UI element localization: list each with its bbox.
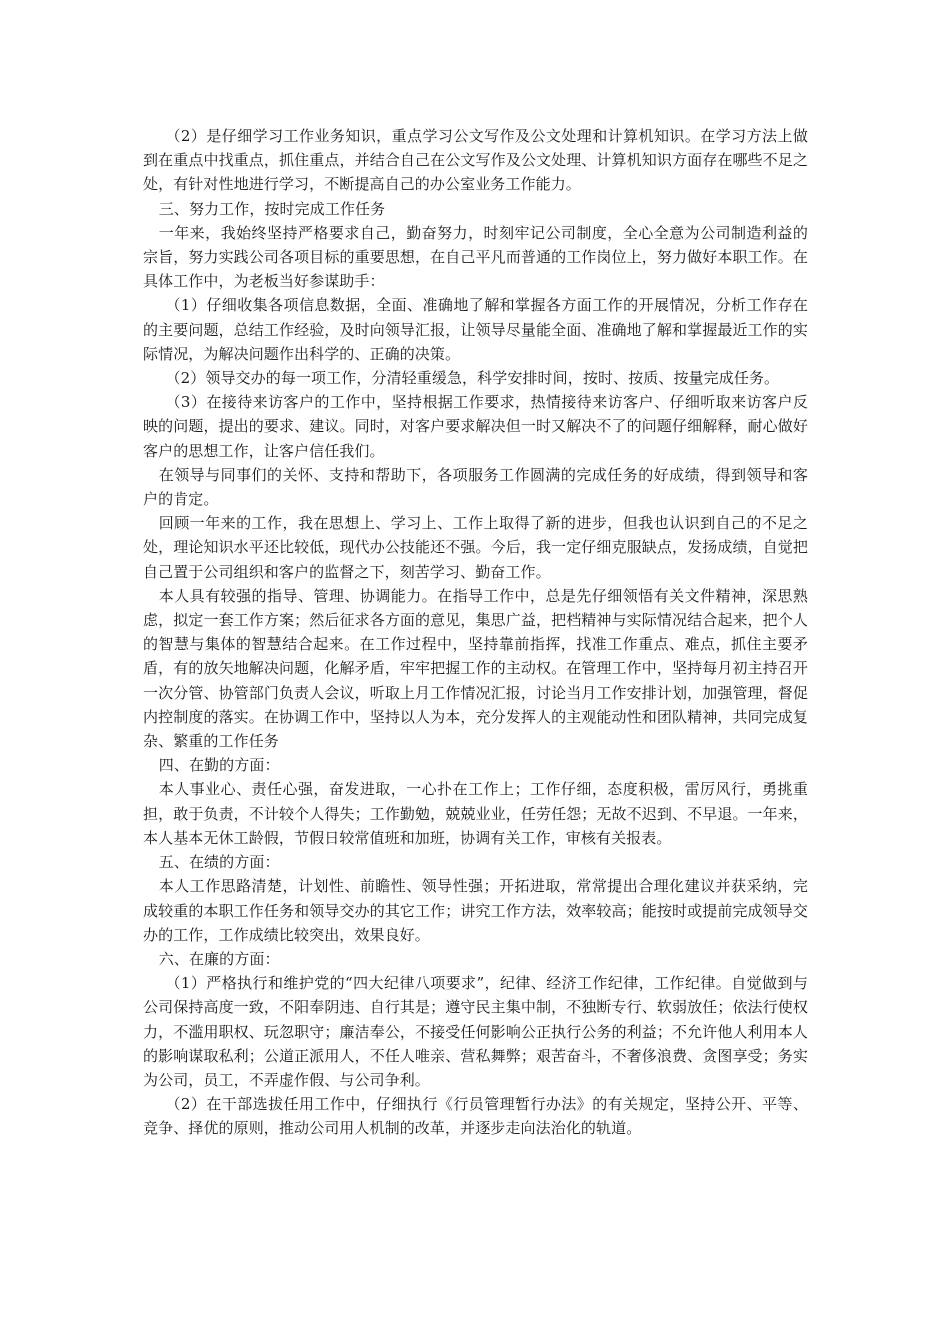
paragraph-year-summary: 一年来，我始终坚持严格要求自己，勤奋努力，时刻牢记公司制度，全心全意为公司制造利益的宗旨，努力实践公司各项目标的重要思想，在自己平凡而普通的工作岗位上，努力做好本职工作。在具体工作中，为老板当好参谋助手：	[143, 223, 808, 291]
document-body	[143, 124, 808, 1141]
paragraph-diligence: 本人事业心、责任心强，奋发进取，一心扑在工作上；工作仔细，态度积极，雷厉风行，勇挑重担，敢于负责，不计较个人得失；工作勤勉，兢兢业业，任劳任怨；无故不迟到、不早退。一年来，本人基本无休工龄假，节假日较常值班和加班，协调有关工作，审核有关报表。	[143, 780, 808, 847]
paragraph-item-2: （2）领导交办的每一项工作，分清轻重缓急，科学安排时间，按时、按质、按量完成任务。	[165, 369, 780, 388]
section-heading-3: 三、努力工作，按时完成工作任务	[158, 199, 386, 218]
section-heading-5: 五、在绩的方面：	[158, 853, 280, 872]
paragraph-integrity-1: （1）严格执行和维护党的“四大纪律八项要求”，纪律、经济工作纪律，工作纪律。自觉做到与公司保持高度一致，不阳奉阴违、自行其是；遵守民主集中制，不独断专行、软弱放任；依法行使权力，不滥用职权、玩忽职守；廉洁奉公，不接受任何影响公正执行公务的利益；不允许他人利用本人的影响谋取私利；公道正派用人，不任人唯亲、营私舞弊；艰苦奋斗，不奢侈浪费、贪图享受；务实为公司，员工，不弄虚作假、与公司争利。	[143, 974, 808, 1089]
paragraph-item-3: （3）在接待来访客户的工作中，坚持根据工作要求，热情接待来访客户、仔细听取来访客户反映的问题，提出的要求、建议。同时，对客户要求解决但一时又解决不了的问题仔细解释，耐心做好客户的思想工作，让客户信任我们。	[143, 393, 808, 460]
paragraph-abilities: 本人具有较强的指导、管理、协调能力。在指导工作中，总是先仔细领悟有关文件精神，深思熟虑，拟定一套工作方案；然后征求各方面的意见，集思广益，把档精神与实际情况结合起来，把个人的智慧与集体的智慧结合起来。在工作过程中，坚持靠前指挥，找准工作重点、难点，抓住主要矛盾，有的放矢地解决问题，化解矛盾，牢牢把握工作的主动权。在管理工作中，坚持每月初主持召开一次分管、协管部门负责人会议，听取上月工作情况汇报，讨论当月工作安排计划，加强管理，督促内控制度的落实。在协调工作中，坚持以人为本，充分发挥人的主观能动性和团队精神，共同完成复杂、繁重的工作任务	[143, 586, 808, 751]
paragraph-item-1: （1）仔细收集各项信息数据，全面、准确地了解和掌握各方面工作的开展情况，分析工作存在的主要问题，总结工作经验，及时向领导汇报，让领导尽量能全面、准确地了解和掌握最近工作的实际情况，为解决问题作出科学的、正确的决策。	[143, 296, 808, 363]
section-heading-4: 四、在勤的方面：	[158, 756, 280, 775]
paragraph-performance: 本人工作思路清楚，计划性、前瞻性、领导性强；开拓进取，常常提出合理化建议并获采纳，完成较重的本职工作任务和领导交办的其它工作；讲究工作方法，效率较高；能按时或提前完成领导交办的工作，工作成绩比较突出，效果良好。	[143, 877, 808, 944]
paragraph-leadership-support: 在领导与同事们的关怀、支持和帮助下，各项服务工作圆满的完成任务的好成绩，得到领导和客户的肯定。	[143, 465, 808, 509]
section-heading-6: 六、在廉的方面：	[158, 949, 280, 968]
paragraph-integrity-2: （2）在干部选拔任用工作中，仔细执行《行员管理暂行办法》的有关规定，坚持公开、平等、竞争、择优的原则，推动公司用人机制的改革，并逐步走向法治化的轨道。	[143, 1095, 808, 1138]
paragraph-study-method: （2）是仔细学习工作业务知识，重点学习公文写作及公文处理和计算机知识。在学习方法上做到在重点中找重点，抓住重点，并结合自己在公文写作及公文处理、计算机知识方面存在哪些不足之处，有针对性地进行学习，不断提高自己的办公室业务工作能力。	[143, 127, 808, 194]
paragraph-review: 回顾一年来的工作，我在思想上、学习上、工作上取得了新的进步，但我也认识到自己的不足之处，理论知识水平还比较低，现代办公技能还不强。今后，我一定仔细克服缺点，发扬成绩，自觉把自己置于公司组织和客户的监督之下，刻苦学习、勤奋工作。	[143, 514, 808, 581]
